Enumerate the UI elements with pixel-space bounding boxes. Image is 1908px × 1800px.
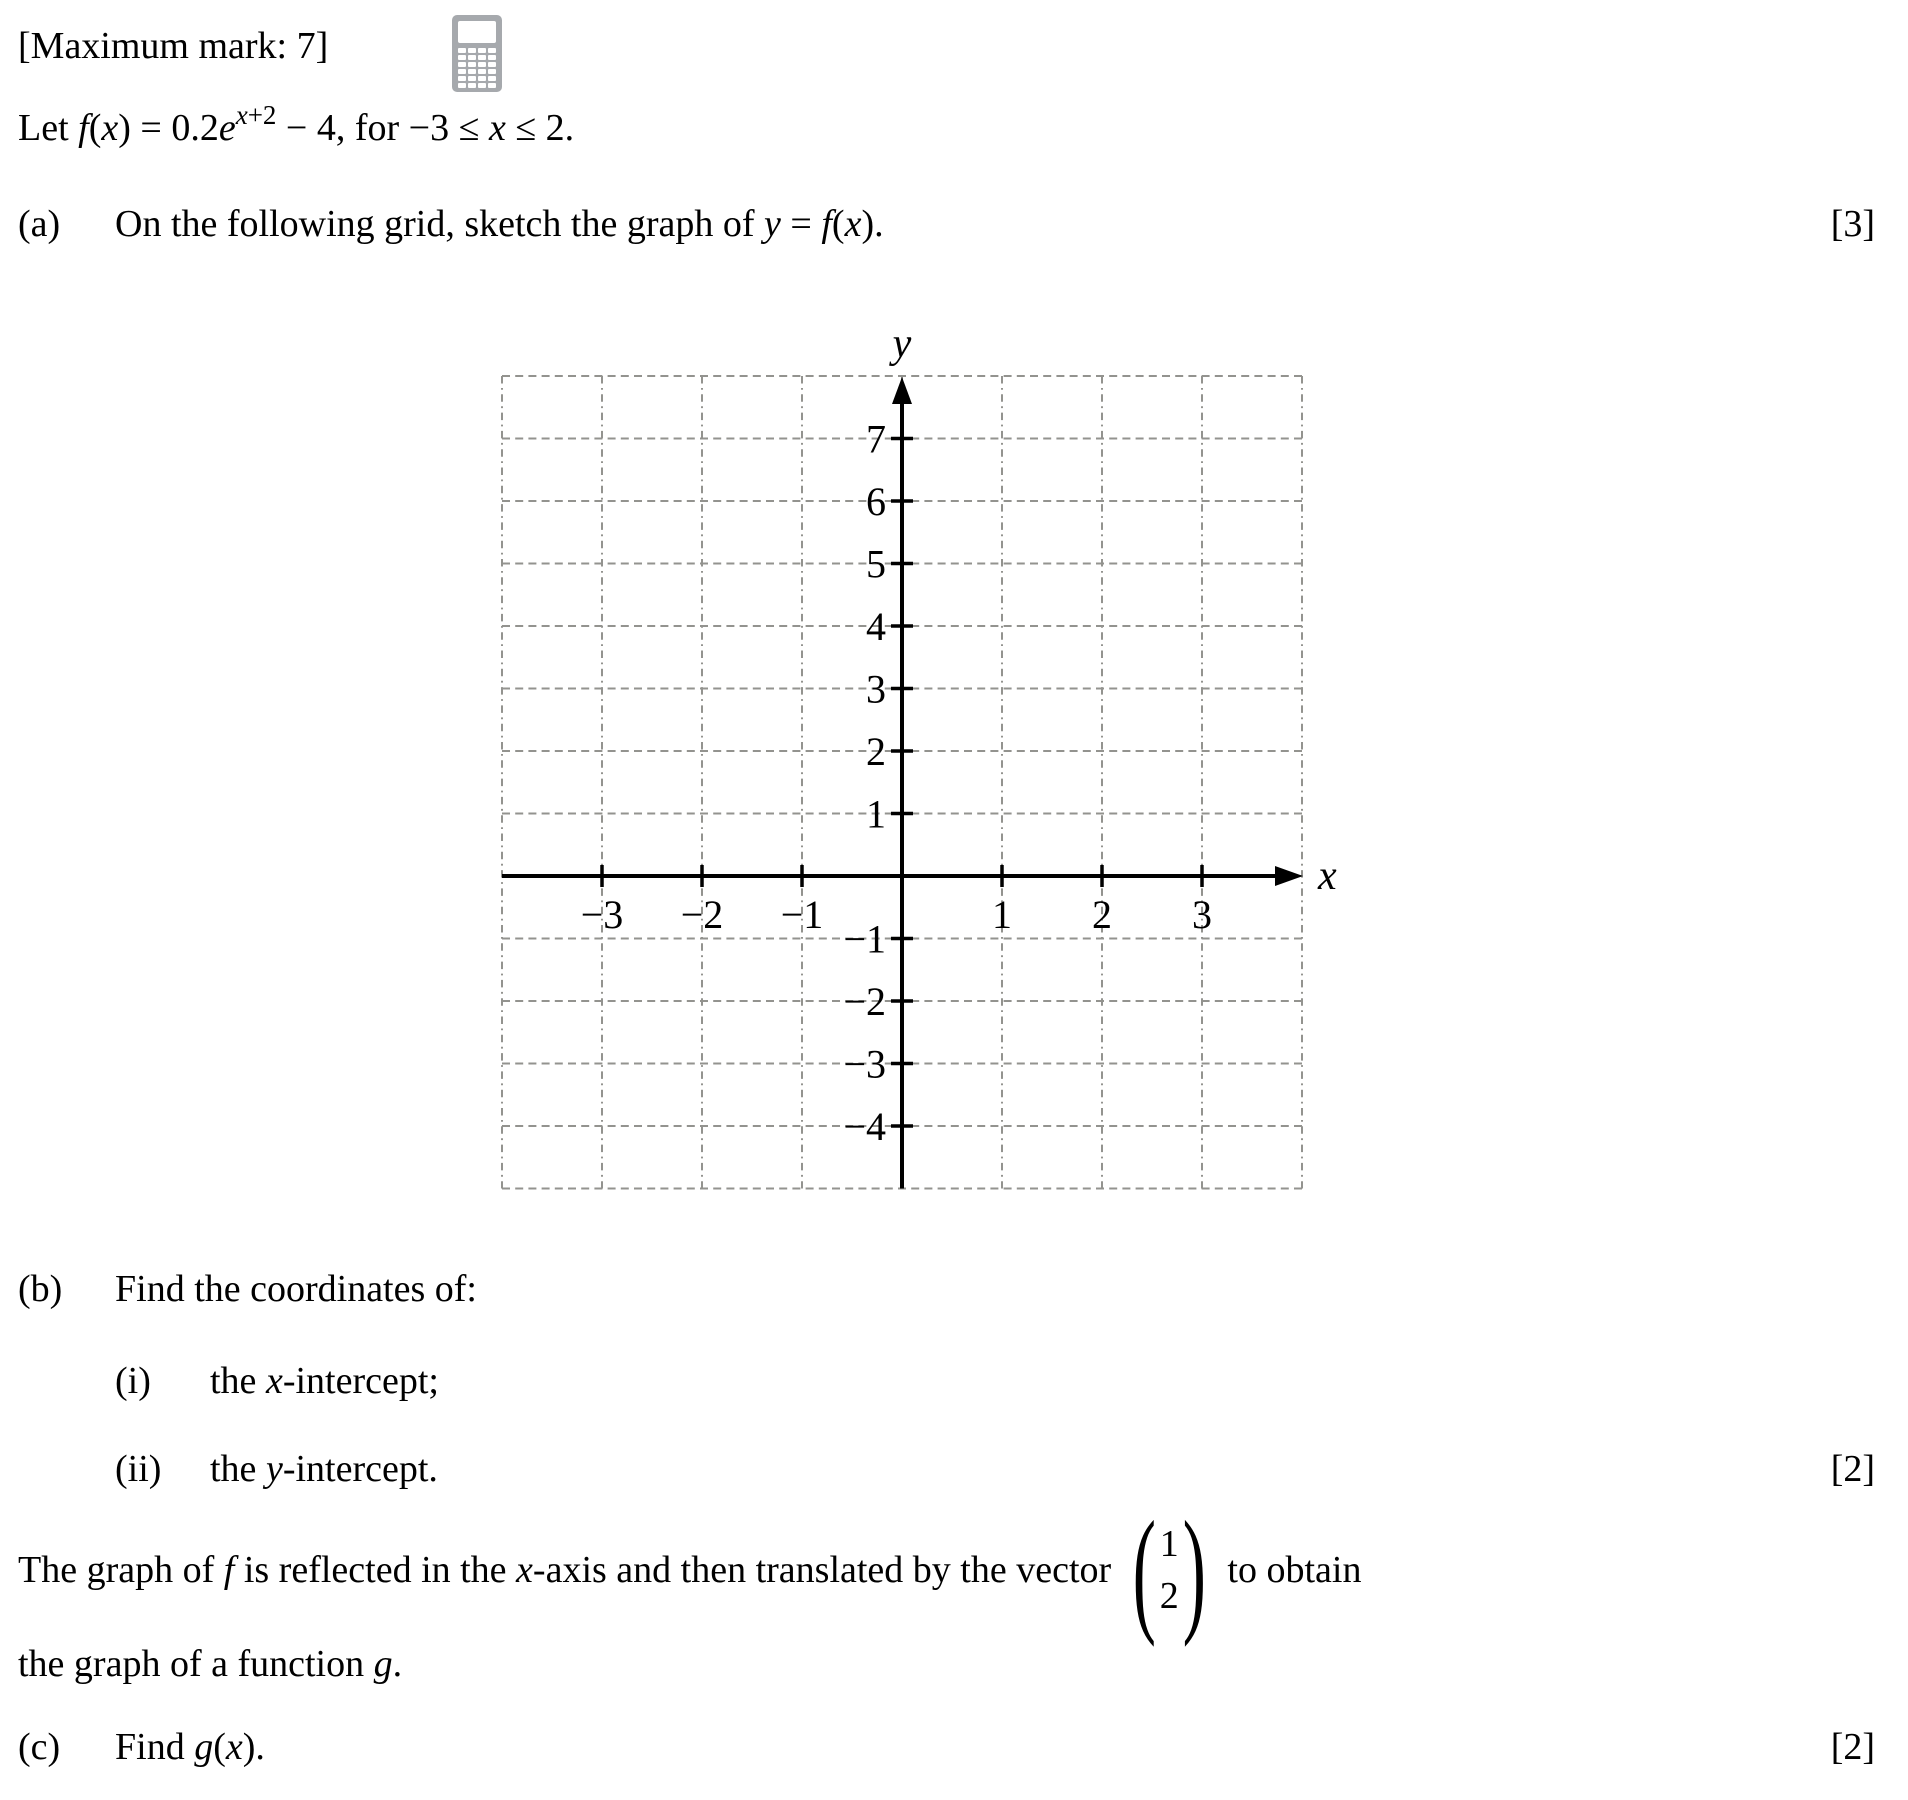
text-run: is reflected in the [234, 1549, 517, 1591]
text-run: ≤ 2. [505, 107, 575, 149]
x-tick-label: 3 [1192, 892, 1212, 937]
vector-entries [1160, 1525, 1179, 1615]
column-vector [1121, 1492, 1217, 1648]
text-run: e [218, 107, 236, 149]
x-axis-arrowhead [1275, 866, 1303, 886]
text-run: -intercept. [282, 1448, 438, 1490]
calculator-keys [458, 48, 496, 88]
y-tick-label: 7 [866, 416, 886, 462]
vector-entry-top: 1 [1159, 1523, 1179, 1565]
text-run: x [488, 107, 506, 149]
part-b-label: (b) [18, 1268, 63, 1310]
x-tick-label: 2 [1092, 892, 1112, 937]
text-run: to obtain [1227, 1549, 1362, 1591]
part-b-ii-text [210, 1447, 438, 1491]
text-run: +2 [247, 100, 277, 130]
text-run: ) = 0.2 [118, 107, 219, 149]
part-b-ii-label: (ii) [115, 1448, 162, 1490]
vector-open-paren: ( [1132, 1492, 1157, 1648]
y-axis-arrowhead [892, 377, 912, 404]
text-run: ). [242, 1726, 265, 1768]
calculator-screen [458, 21, 496, 43]
y-tick-label: 4 [866, 604, 886, 649]
y-tick-label: 2 [866, 729, 886, 774]
y-axis-label: y [892, 321, 912, 367]
part-b-i-text [210, 1359, 439, 1403]
text-run: x [265, 1360, 283, 1402]
text-run: ( [831, 203, 845, 245]
text-run: x [101, 107, 119, 149]
part-a-label: (a) [18, 203, 61, 245]
maximum-mark-text: [Maximum mark: 7] [18, 25, 329, 67]
text-run: ). [861, 203, 884, 245]
text-run: the [210, 1360, 266, 1402]
text-run: = [780, 203, 822, 245]
y-tick-label: −1 [843, 916, 886, 962]
reflection-sentence-line2 [18, 1642, 402, 1686]
text-run: g [373, 1643, 393, 1685]
x-tick-label: −2 [680, 892, 724, 937]
reflection-sentence [18, 1492, 1908, 1648]
part-a-mark: [3] [1830, 203, 1875, 245]
y-tick-label: −3 [843, 1041, 886, 1087]
text-run: g [194, 1726, 214, 1768]
text-run: the [210, 1448, 266, 1490]
reflection-text-before [18, 1548, 1111, 1592]
function-definition [18, 100, 575, 150]
part-a-text [115, 202, 884, 246]
part-c-mark: [2] [1830, 1726, 1875, 1768]
text-run: The graph of [18, 1549, 224, 1591]
text-run: -intercept; [282, 1360, 439, 1402]
vector-entry-bottom: 2 [1159, 1575, 1179, 1617]
y-tick-label: 3 [866, 666, 886, 712]
vector-close-paren: ) [1182, 1492, 1206, 1648]
part-c-label: (c) [18, 1726, 61, 1768]
calculator-icon [452, 15, 502, 92]
text-run: Let [18, 107, 79, 149]
text-run: y [764, 203, 781, 245]
text-run: the graph of a function [18, 1643, 374, 1685]
text-run: Find [115, 1726, 195, 1768]
text-run: f [223, 1549, 235, 1591]
part-b-i-label: (i) [115, 1360, 151, 1402]
part-b-mark: [2] [1830, 1448, 1875, 1490]
text-run: y [265, 1448, 283, 1490]
y-tick-label: 1 [866, 791, 886, 837]
x-tick-label: −1 [780, 892, 824, 937]
y-tick-label: −2 [843, 979, 886, 1024]
x-axis-label: x [1318, 853, 1337, 899]
reflection-text-after [1227, 1548, 1361, 1592]
y-tick-label: 6 [866, 479, 886, 524]
y-tick-label: −4 [843, 1104, 886, 1149]
text-run: f [821, 203, 832, 245]
text-run: On the following grid, sketch the graph of [115, 203, 765, 245]
text-run: ( [213, 1726, 226, 1768]
part-b-heading: Find the coordinates of: [115, 1268, 477, 1310]
text-run: x [235, 100, 248, 130]
x-tick-label: 1 [992, 892, 1012, 937]
text-run: − 4, for −3 ≤ [276, 107, 489, 149]
text-run: . [392, 1643, 403, 1685]
text-run: -axis and then translated by the vector [532, 1549, 1112, 1591]
text-run: x [844, 203, 862, 245]
coordinate-grid [440, 300, 1380, 1230]
text-run: ( [88, 107, 102, 149]
text-run: f [78, 107, 89, 149]
text-run: x [516, 1549, 533, 1591]
y-tick-label: 5 [866, 541, 886, 587]
part-c-text [115, 1725, 265, 1769]
text-run: x [225, 1726, 243, 1768]
x-tick-label: −3 [580, 892, 624, 937]
